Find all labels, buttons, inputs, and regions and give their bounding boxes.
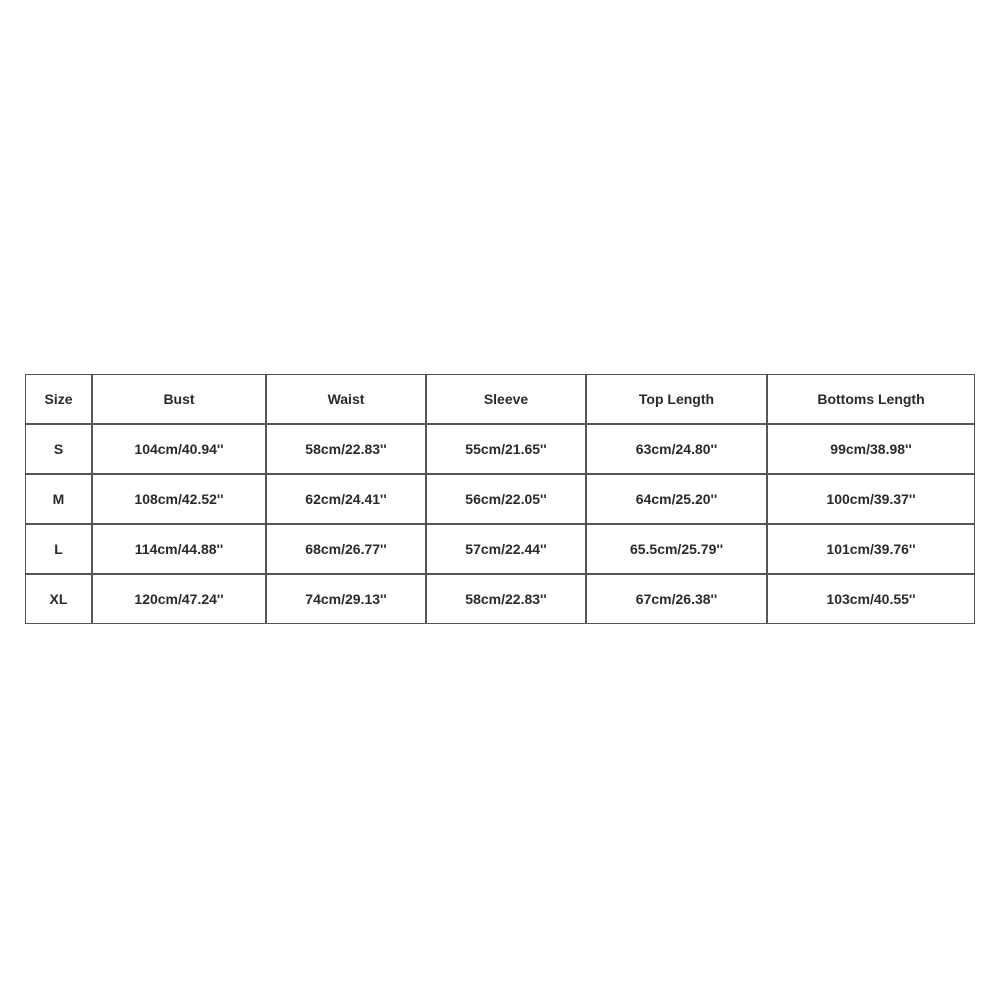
header-cell-bust: Bust bbox=[93, 375, 267, 425]
bust-cell: 120cm/47.24'' bbox=[93, 575, 267, 623]
header-cell-top-length: Top Length bbox=[587, 375, 768, 425]
waist-cell: 74cm/29.13'' bbox=[267, 575, 427, 623]
table-row bbox=[26, 475, 974, 525]
waist-cell: 58cm/22.83'' bbox=[267, 425, 427, 475]
size-cell: S bbox=[26, 425, 93, 475]
bust-cell: 114cm/44.88'' bbox=[93, 525, 267, 575]
waist-cell: 62cm/24.41'' bbox=[267, 475, 427, 525]
bottoms-length-cell: 99cm/38.98'' bbox=[768, 425, 974, 475]
header-cell-sleeve: Sleeve bbox=[427, 375, 587, 425]
bottoms-length-cell: 101cm/39.76'' bbox=[768, 525, 974, 575]
table-header-row bbox=[26, 375, 974, 425]
table-row bbox=[26, 525, 974, 575]
bottoms-length-cell: 103cm/40.55'' bbox=[768, 575, 974, 623]
top-length-cell: 67cm/26.38'' bbox=[587, 575, 768, 623]
sleeve-cell: 56cm/22.05'' bbox=[427, 475, 587, 525]
header-cell-waist: Waist bbox=[267, 375, 427, 425]
bust-cell: 108cm/42.52'' bbox=[93, 475, 267, 525]
waist-cell: 68cm/26.77'' bbox=[267, 525, 427, 575]
sleeve-cell: 57cm/22.44'' bbox=[427, 525, 587, 575]
bottoms-length-cell: 100cm/39.37'' bbox=[768, 475, 974, 525]
top-length-cell: 65.5cm/25.79'' bbox=[587, 525, 768, 575]
size-cell: XL bbox=[26, 575, 93, 623]
size-cell: M bbox=[26, 475, 93, 525]
top-length-cell: 64cm/25.20'' bbox=[587, 475, 768, 525]
header-cell-size: Size bbox=[26, 375, 93, 425]
bust-cell: 104cm/40.94'' bbox=[93, 425, 267, 475]
table-row bbox=[26, 575, 974, 623]
table-row bbox=[26, 425, 974, 475]
sleeve-cell: 58cm/22.83'' bbox=[427, 575, 587, 623]
size-cell: L bbox=[26, 525, 93, 575]
header-cell-bottoms-length: Bottoms Length bbox=[768, 375, 974, 425]
sleeve-cell: 55cm/21.65'' bbox=[427, 425, 587, 475]
size-chart-table bbox=[25, 374, 975, 624]
top-length-cell: 63cm/24.80'' bbox=[587, 425, 768, 475]
